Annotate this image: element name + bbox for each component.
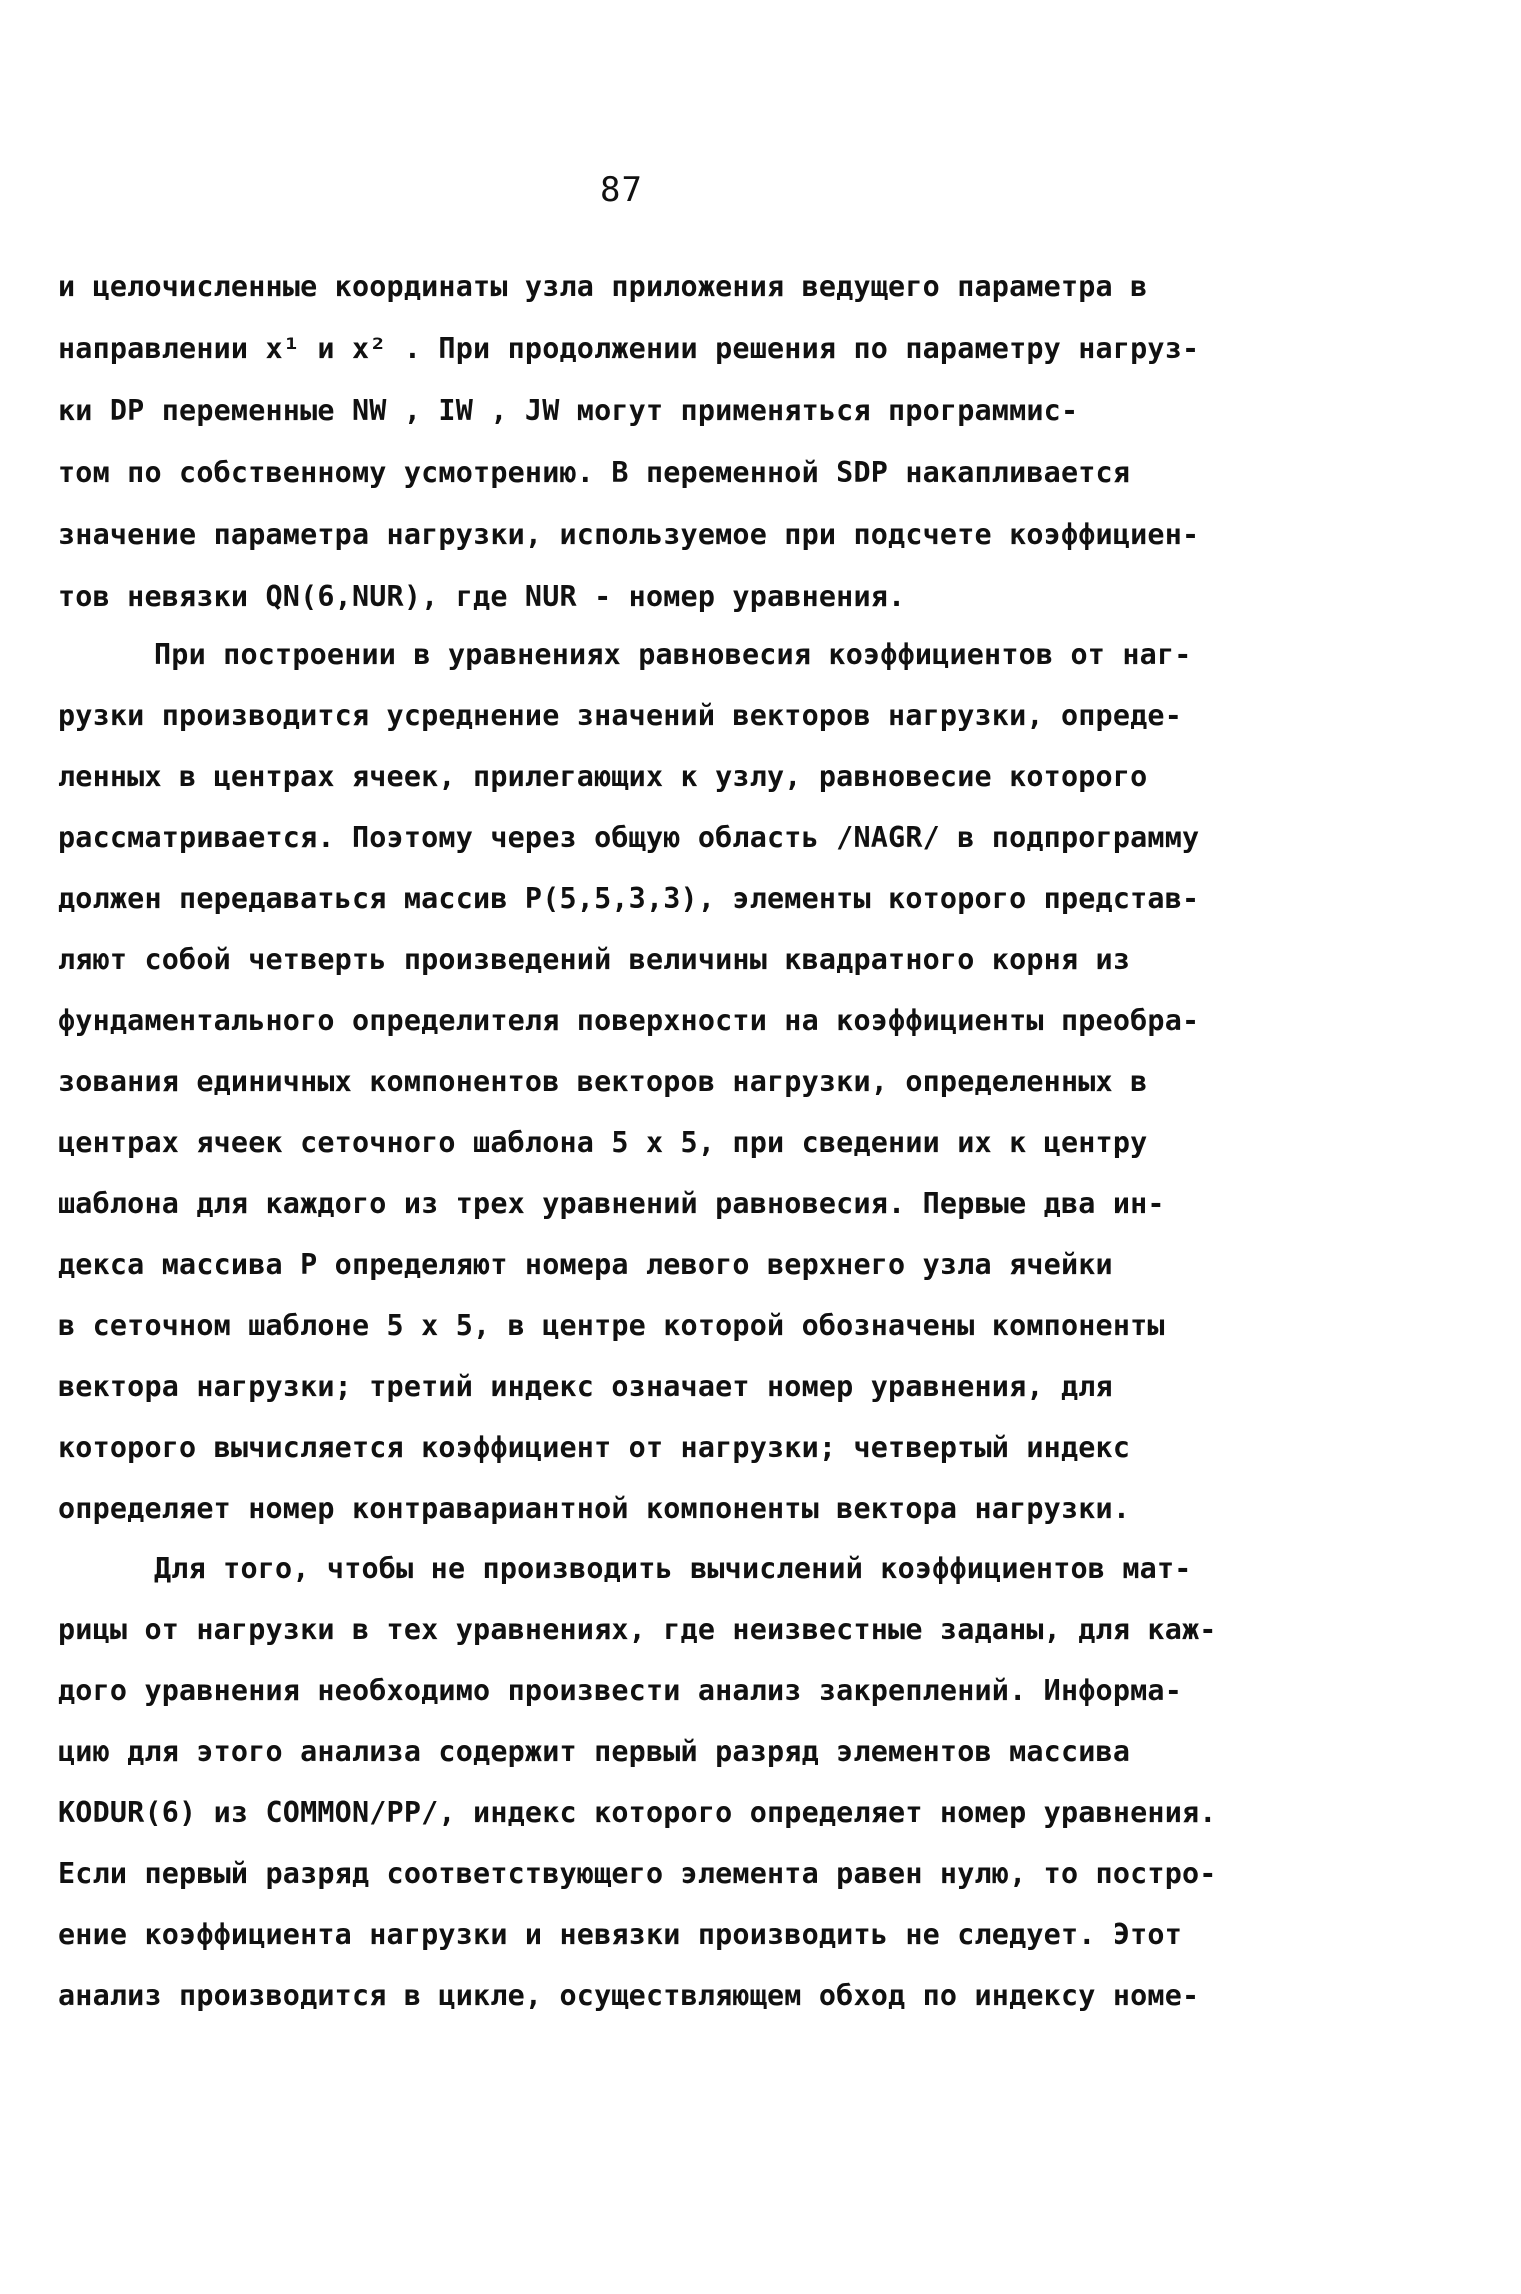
text-line: Если первый разряд соответствующего элемента равен нулю, то постро- (58, 1857, 1217, 1890)
text-line: должен передаваться массив P(5,5,3,3), элементы которого представ- (58, 882, 1200, 915)
text-line: При построении в уравнениях равновесия коэффициентов от наг- (154, 638, 1192, 671)
text-line: шаблона для каждого из трех уравнений равновесия. Первые два ин- (58, 1187, 1165, 1220)
text-line: Для того, чтобы не производить вычислений коэффициентов мат- (154, 1552, 1192, 1585)
text-line: которого вычисляется коэффициент от нагрузки; четвертый индекс (58, 1431, 1131, 1464)
text-line: рицы от нагрузки в тех уравнениях, где неизвестные заданы, для каж- (58, 1613, 1217, 1646)
text-line: ки DP переменные NW , IW , JW могут применяться программис- (58, 394, 1079, 427)
text-line: ляют собой четверть произведений величины квадратного корня из (58, 943, 1131, 976)
text-line: ленных в центрах ячеек, прилегающих к узлу, равновесие которого (58, 760, 1148, 793)
text-line: зования единичных компонентов векторов нагрузки, определенных в (58, 1065, 1148, 1098)
text-line: тов невязки QN(6,NUR), где NUR - номер уравнения. (58, 580, 906, 613)
text-line: ение коэффициента нагрузки и невязки производить не следует. Этот (58, 1918, 1183, 1951)
text-line: вектора нагрузки; третий индекс означает номер уравнения, для (58, 1370, 1113, 1403)
text-line: KODUR(6) из COMMON/PP/, индекс которого определяет номер уравнения. (58, 1796, 1217, 1829)
text-line: определяет номер контравариантной компоненты вектора нагрузки. (58, 1492, 1131, 1525)
text-line: анализ производится в цикле, осуществляющем обход по индексу номе- (58, 1979, 1200, 2012)
page-number: 87 (600, 170, 643, 210)
text-line: том по собственному усмотрению. В переменной SDP накапливается (58, 456, 1131, 489)
text-line: цию для этого анализа содержит первый разряд элементов массива (58, 1735, 1131, 1768)
text-line: декса массива P определяют номера левого верхнего узла ячейки (58, 1248, 1113, 1281)
text-line: значение параметра нагрузки, используемое при подсчете коэффициен- (58, 518, 1200, 551)
text-line: фундаментального определителя поверхности на коэффициенты преобра- (58, 1004, 1200, 1037)
text-line: и целочисленные координаты узла приложения ведущего параметра в (58, 270, 1148, 303)
text-line: рузки производится усреднение значений векторов нагрузки, опреде- (58, 699, 1183, 732)
text-line: направлении x¹ и x² . При продолжении решения по параметру нагруз- (58, 332, 1200, 365)
text-line: рассматривается. Поэтому через общую область /NAGR/ в подпрограмму (58, 821, 1200, 854)
text-line: в сеточном шаблоне 5 х 5, в центре которой обозначены компоненты (58, 1309, 1165, 1342)
text-line: центрах ячеек сеточного шаблона 5 х 5, при сведении их к центру (58, 1126, 1148, 1159)
text-line: дого уравнения необходимо произвести анализ закреплений. Информа- (58, 1674, 1183, 1707)
